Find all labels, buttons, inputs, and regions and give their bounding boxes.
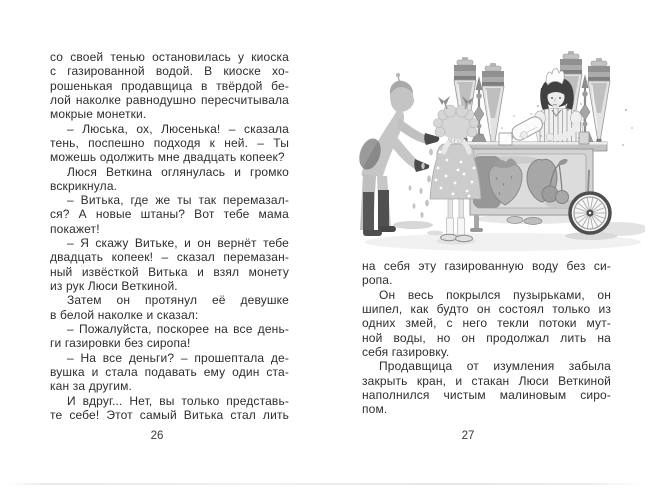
text-line: – Люська, ох, Люсенька! – сказала [67,121,289,136]
page-number-left: 26 [150,430,164,442]
text-line: Он весь покрылся пузырьками, он [379,287,611,302]
page-number-right: 27 [461,430,475,442]
text-line: наполнился чистым малиновым сиро- [362,387,611,402]
text-line: вскрикнула. [50,178,118,193]
text-line: на себя эту газированную воду без си- [362,259,611,273]
girl-figure [430,96,481,245]
left-text-column [50,50,289,422]
soda-glass [579,132,589,144]
text-line: ги газировки без сиропа! [50,336,191,351]
text-line: закрыть кран, и стакан Люси Веткиной [362,373,611,388]
text-line: – На все деньги? – прошептала де- [67,350,289,365]
text-line: себя газировку. [362,344,450,359]
text-line: покажет! [50,221,100,236]
text-line: Продавщица от изумления забыла [379,359,611,374]
text-line: шипел, как будто он состоял только из [362,301,611,316]
text-line: кан за другим. [50,379,132,394]
text-line: Люся Веткина оглянулась и громко [67,164,289,179]
text-line: Затем он протянул её девушке [67,293,289,308]
text-line: лой наколке равнодушно пересчитывала [50,92,289,107]
text-line: те себе! Этот самый Витька стал лить [50,407,289,422]
text-line: из рук Люси Веткиной. [50,279,178,293]
text-line: ропа. [362,273,393,288]
saleswoman-shoe [524,218,542,225]
polka-dot-dress [430,144,481,199]
text-line: можешь одолжить мне двадцать копеек? [50,150,285,165]
cart-leg [474,215,479,229]
text-line: в белой наколке и сказал: [50,307,199,322]
text-line: со своей тенью остановилась у киоска [50,50,289,64]
text-line: – Я скажу Витьке, и он вернёт тебе [67,236,289,251]
text-line: двадцать копеек! – сказал перемазан- [50,250,289,265]
sandal [441,234,458,240]
sandal [456,235,473,241]
text-line: ся? А новые штаны? Вот тебе мама [50,207,289,222]
text-line: ной воды, но он продолжал лить на [362,330,611,345]
text-line: – Пожалуйста, поскорее на все день- [67,321,289,336]
text-line: И вдруг... Нет, вы только представь- [67,393,289,408]
text-line: пом. [362,402,388,417]
text-line: вушка и стала подавать ему один ста- [50,364,289,379]
soda-glass [499,133,512,145]
text-line: мокрые монетки. [50,107,147,122]
text-line: рошенькая продавщица в твёрдой бе- [50,78,289,93]
illustration-svg [343,48,645,260]
illustration-soda-kiosk [343,48,645,260]
right-text-column [362,259,611,416]
text-line: – Витька, где же ты так перемазал- [67,193,289,208]
text-line: одних змей, с него текли потоки мут- [362,316,611,331]
saleswoman-shoe [507,217,523,224]
text-line: с газированной водой. В киоске хо- [50,64,289,79]
page-bottom-edge [8,483,643,485]
text-line: ный извёсткой Витька и взял монету [50,264,289,279]
hair-bow [438,97,444,105]
text-line: тень, поспешно подходя к ней. – Ты [50,135,289,150]
